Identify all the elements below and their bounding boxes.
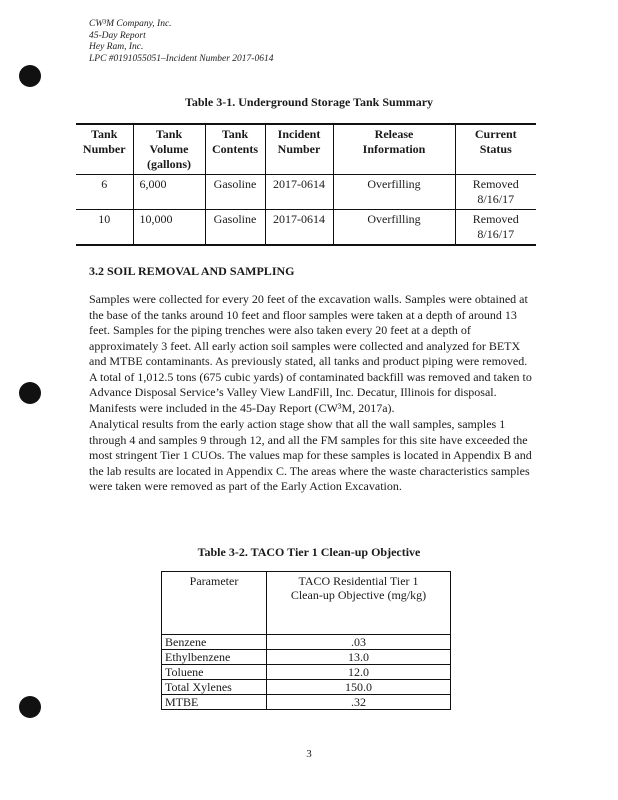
- table-row: [162, 665, 451, 680]
- tank-contents: Gasoline: [205, 210, 265, 246]
- parameter-name: Ethylbenzene: [162, 650, 267, 665]
- taco-cleanup-table: [161, 571, 451, 710]
- parameter-name: Benzene: [162, 635, 267, 650]
- header-company: CW³M Company, Inc.: [89, 19, 172, 29]
- paragraph-results: Analytical results from the early action stage show that all the wall samples, samples 1 through 4 and samples 9 through 12, and all the FM samples for this site have exceeded the most stringent Tier 1 CUOs. The values map for these samples is located in Appendix B and the lab results are located in Appendix C. The areas where the waste characteristics samples were taken were removed as part of the Early Action Excavation.: [89, 417, 532, 493]
- current-status: Removed 8/16/17: [455, 210, 536, 246]
- tank-volume: 6,000: [133, 175, 205, 210]
- parameter-value: 12.0: [267, 665, 451, 680]
- table1-header-tank-volume: Tank Volume (gallons): [133, 124, 205, 175]
- ust-summary-table: [76, 123, 536, 246]
- parameter-value: 150.0: [267, 680, 451, 695]
- parameter-value: .03: [267, 635, 451, 650]
- punch-hole-top: [19, 65, 41, 87]
- table2-header-parameter: Parameter: [162, 572, 267, 635]
- tank-number: 6: [76, 175, 133, 210]
- table1-header-tank-number: Tank Number: [76, 124, 133, 175]
- table-row: [162, 635, 451, 650]
- punch-hole-middle: [19, 382, 41, 404]
- table-row: [76, 210, 536, 246]
- page-number: 3: [306, 748, 312, 760]
- tank-volume: 10,000: [133, 210, 205, 246]
- current-status: Removed 8/16/17: [455, 175, 536, 210]
- table2-caption: Table 3-2. TACO Tier 1 Clean-up Objective: [197, 545, 421, 559]
- paragraph-sampling: Samples were collected for every 20 feet of the excavation walls. Samples were obtained at the base of the tanks around 10 feet and floor samples were taken at a depth of around 13 feet. Samples for the piping trenches were also taken every 20 feet at a depth of approximately 3 feet. All early action soil samples were collected and analyzed for BETX and MTBE contaminants. As previously stated, all tanks and product piping were removed. A total of 1,012.5 tons (675 cubic yards) of contaminated backfill was removed and taken to Advance Disposal Service’s Valley View LandFill, Inc. Decatur, Illinois for disposal. Manifests were included in the 45-Day Report (CW³M, 2017a).: [89, 292, 532, 415]
- parameter-value: .32: [267, 695, 451, 710]
- tank-contents: Gasoline: [205, 175, 265, 210]
- release-info: Overfilling: [333, 175, 455, 210]
- parameter-name: Toluene: [162, 665, 267, 680]
- tank-number: 10: [76, 210, 133, 246]
- table-row: [162, 695, 451, 710]
- table1-header-status: Current Status: [455, 124, 536, 175]
- table2-header-objective: TACO Residential Tier 1 Clean-up Objective (mg/kg): [267, 572, 451, 635]
- table-row: [162, 650, 451, 665]
- table1-header-release-info: Release Information: [333, 124, 455, 175]
- table-row: [76, 175, 536, 210]
- header-lpc: LPC #0191055051–Incident Number 2017-0614: [89, 53, 274, 64]
- table1-header-tank-contents: Tank Contents: [205, 124, 265, 175]
- section-heading: 3.2 SOIL REMOVAL AND SAMPLING: [89, 264, 295, 278]
- release-info: Overfilling: [333, 210, 455, 246]
- table1-header-row: [76, 124, 536, 175]
- parameter-name: MTBE: [162, 695, 267, 710]
- document-header: [89, 19, 273, 65]
- table1-header-incident-number: Incident Number: [265, 124, 333, 175]
- parameter-name: Total Xylenes: [162, 680, 267, 695]
- table-row: [162, 680, 451, 695]
- incident-number: 2017-0614: [265, 210, 333, 246]
- table2-header-row: [162, 572, 451, 635]
- incident-number: 2017-0614: [265, 175, 333, 210]
- header-report: 45-Day Report: [89, 30, 146, 41]
- punch-hole-bottom: [19, 696, 41, 718]
- parameter-value: 13.0: [267, 650, 451, 665]
- table1-caption: Table 3-1. Underground Storage Tank Summary: [184, 95, 434, 109]
- header-client: Hey Ram, Inc.: [89, 42, 144, 52]
